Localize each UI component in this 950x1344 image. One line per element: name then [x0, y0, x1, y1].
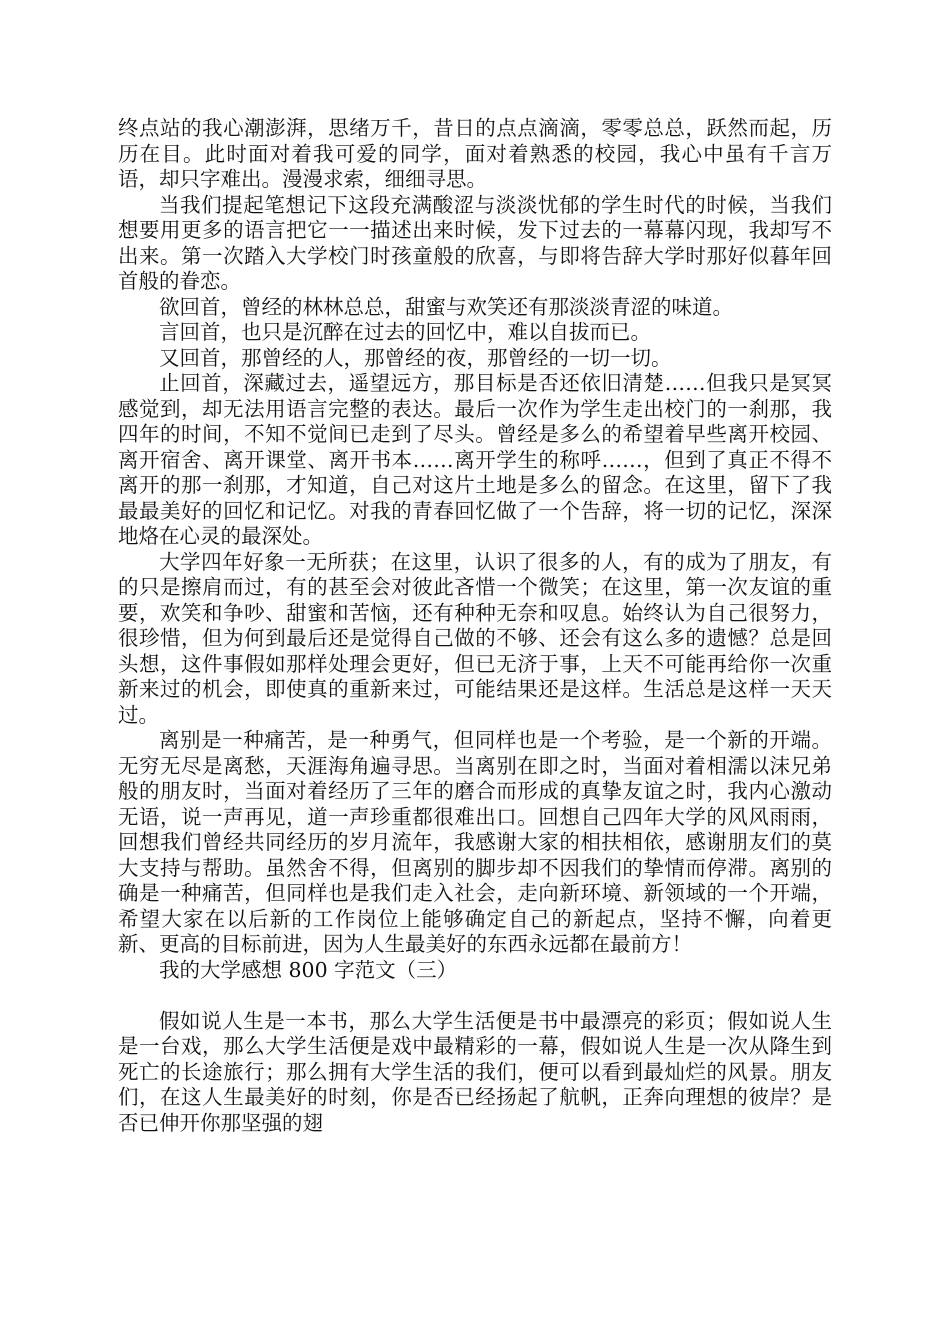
- section-heading: 我的大学感想 800 字范文（三）: [159, 957, 458, 982]
- paragraph: 当我们提起笔想记下这段充满酸涩与淡淡忧郁的学生时代的时候，当我们想要用更多的语言把它一一描述出来时候，发下过去的一幕幕闪现，我却写不出来。第一次踏入大学校门时孩童般的欣喜，与即将告辞大学时那好似暮年回首般的眷恋。: [118, 192, 832, 293]
- document-page: [118, 116, 832, 1136]
- paragraph: 离别是一种痛苦，是一种勇气，但同样也是一个考验，是一个新的开端。无穷无尽是离愁，天涯海角遍寻思。当离别在即之时，当面对着相濡以沫兄弟般的朋友时，当面对着经历了三年的磨合而形成的真挚友谊之时，我内心激动无语，说一声再见，道一声珍重都很难出口。回想自己四年大学的风风雨雨，回想我们曾经共同经历的岁月流年，我感谢大家的相扶相依，感谢朋友们的莫大支持与帮助。虽然舍不得，但离别的脚步却不因我们的挚情而停滞。离别的确是一种痛苦，但同样也是我们走入社会，走向新环境、新领域的一个开端，希望大家在以后新的工作岗位上能够确定自己的新起点，坚持不懈，向着更新、更高的目标前进，因为人生最美好的东西永远都在最前方！: [118, 728, 832, 956]
- blank-line: [118, 983, 832, 1009]
- paragraph: 欲回首，曾经的林林总总，甜蜜与欢笑还有那淡淡青涩的味道。: [159, 294, 733, 319]
- paragraph: 言回首，也只是沉醉在过去的回忆中，难以自拔而已。: [159, 320, 651, 344]
- paragraph: 止回首，深藏过去，遥望远方，那目标是否还依旧清楚……但我只是冥冥感觉到，却无法用语言完整的表达。最后一次作为学生走出校门的一刹那，我四年的时间，不知不觉间已走到了尽头。曾经是多么的希望着早些离开校园、离开宿舍、离开课堂、离开书本……离开学生的称呼……，但到了真正不得不离开的那一刹那，才知道，自己对这片土地是多么的留念。在这里，留下了我最最美好的回忆和记忆。对我的青春回忆做了一个告辞，将一切的记忆，深深地烙在心灵的最深处。: [118, 371, 832, 548]
- paragraph-continuation: 终点站的我心潮澎湃，思绪万千，昔日的点点滴滴，零零总总，跃然而起，历历在目。此时面对着我可爱的同学，面对着熟悉的校园，我心中虽有千言万语，却只字难出。漫漫求索，细细寻思。: [118, 116, 832, 191]
- paragraph: 又回首，那曾经的人，那曾经的夜，那曾经的一切一切。: [159, 345, 672, 370]
- paragraph: 大学四年好象一无所获；在这里，认识了很多的人，有的成为了朋友，有的只是擦肩而过，有的甚至会对彼此吝惜一个微笑；在这里，第一次友谊的重要，欢笑和争吵、甜蜜和苦恼，还有种种无奈和叹息。始终认为自己很努力，很珍惜，但为何到最后还是觉得自己做的不够、还会有这么多的遗憾？总是回头想，这件事假如那样处理会更好，但已无济于事，上天不可能再给你一次重新来过的机会，即使真的重新来过，可能结果还是这样。生活总是这样一天天过。: [118, 549, 832, 727]
- paragraph: 假如说人生是一本书，那么大学生活便是书中最漂亮的彩页；假如说人生是一台戏，那么大学生活便是戏中最精彩的一幕，假如说人生是一次从降生到死亡的长途旅行；那么拥有大学生活的我们，便可以看到最灿烂的风景。朋友们，在这人生最美好的时刻，你是否已经扬起了航帆，正奔向理想的彼岸？是否已伸开你那坚强的翅: [118, 1008, 832, 1135]
